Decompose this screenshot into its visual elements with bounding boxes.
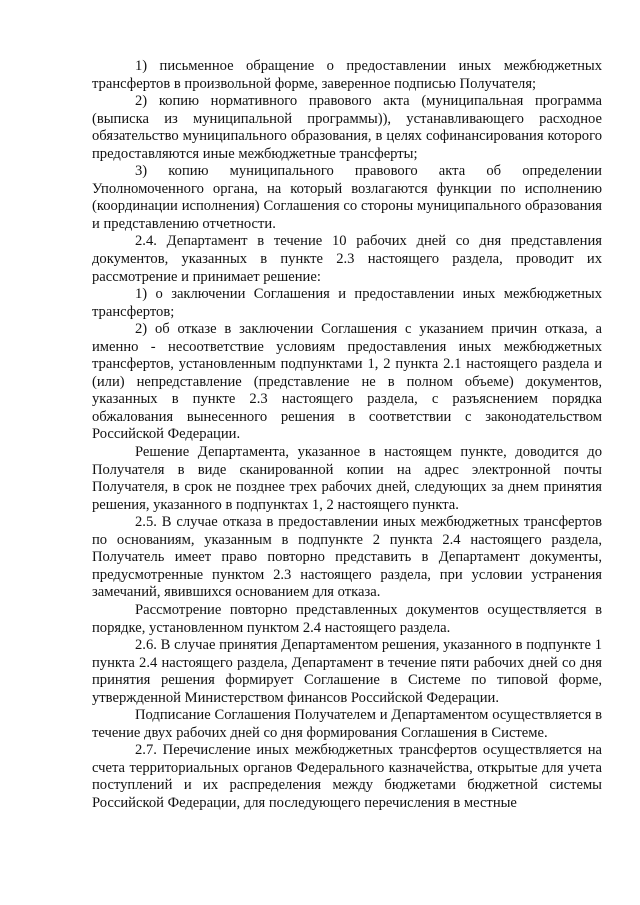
paragraph-resubmission-review: Рассмотрение повторно представленных документов осуществляется в порядке, установленном пунктом 2.4 настоящего раздела.	[92, 601, 602, 636]
paragraph-item-2-legal-act-copy: 2) копию нормативного правового акта (муниципальная программа (выписка из муниципальной программы)), устанавливающего расходное обязательство муниципального образования, в целях софинансирования которого предоставляются иные межбюджетные трансферты;	[92, 93, 602, 162]
paragraph-clause-2-7: 2.7. Перечисление иных межбюджетных трансфертов осуществляется на счета территориальных органов Федерального казначейства, открытые для учета поступлений и их распределения между бюджетами бюджетной системы Российской Федерации, для последующего перечисления в местные	[92, 742, 602, 811]
paragraph-clause-2-6: 2.6. В случае принятия Департаментом решения, указанного в подпункте 1 пункта 2.4 настоящего раздела, Департамент в течение пяти рабочих дней со дня принятия решения формирует Соглашение в Системе по типовой форме, утвержденной Министерством финансов Российской Федерации.	[92, 637, 602, 706]
paragraph-decision-notification: Решение Департамента, указанное в настоящем пункте, доводится до Получателя в виде сканированной копии на адрес электронной почты Получателя, в срок не позднее трех рабочих дней, следующих за днем принятия решения, указанного в подпунктах 1, 2 настоящего пункта.	[92, 444, 602, 513]
paragraph-agreement-signing: Подписание Соглашения Получателем и Департаментом осуществляется в течение двух рабочих дней со дня формирования Соглашения в Системе.	[92, 707, 602, 741]
paragraph-item-1-written-request: 1) письменное обращение о предоставлении иных межбюджетных трансфертов в произвольной форме, заверенное подписью Получателя;	[92, 58, 602, 92]
paragraph-item-3-authorized-body-act: 3) копию муниципального правового акта об определении Уполномоченного органа, на который возлагаются функции по исполнению (координации исполнения) Соглашения со стороны муниципального образования и представлению отчетности.	[92, 163, 602, 232]
document-body	[92, 58, 602, 813]
paragraph-clause-2-5: 2.5. В случае отказа в предоставлении иных межбюджетных трансфертов по основаниям, указанным в подпункте 2 пункта 2.4 настоящего раздела, Получатель имеет право повторно представить в Департамент документы, предусмотренные пунктом 2.3 настоящего раздела, при условии устранения замечаний, явившихся основанием для отказа.	[92, 514, 602, 601]
paragraph-clause-2-4: 2.4. Департамент в течение 10 рабочих дней со дня представления документов, указанных в пункте 2.3 настоящего раздела, проводит их рассмотрение и принимает решение:	[92, 233, 602, 285]
paragraph-decision-1-conclusion: 1) о заключении Соглашения и предоставлении иных межбюджетных трансфертов;	[92, 286, 602, 320]
paragraph-decision-2-refusal: 2) об отказе в заключении Соглашения с указанием причин отказа, а именно - несоответствие условиям предоставления иных межбюджетных трансфертов, установленным подпунктами 1, 2 пункта 2.1 настоящего раздела и (или) непредставление (представление не в полном объеме) документов, указанных в пункте 2.3 настоящего раздела, с разъяснением порядка обжалования вынесенного решения в соответствии с законодательством Российской Федерации.	[92, 321, 602, 443]
